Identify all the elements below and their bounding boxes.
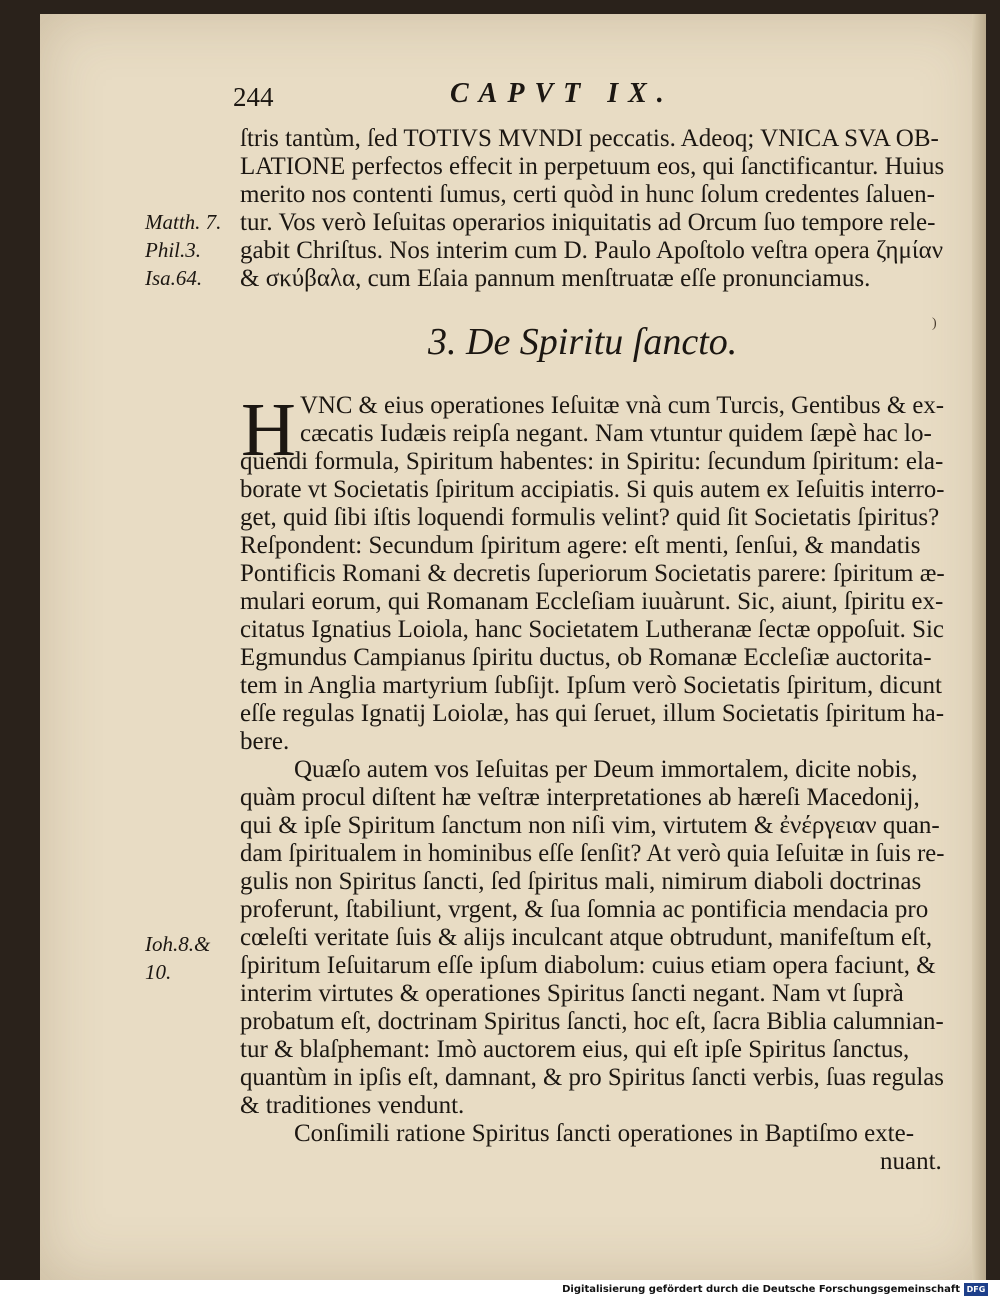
margin-mark: ) [932, 316, 937, 331]
text-line: & σκύβαλα, cum Eſaia pannum menſtruatæ eſſe pronunciamus. [240, 265, 871, 292]
text-line: eſſe regulas Ignatij Loiolæ, has qui ſeruet, illum Societatis ſpiritum ha- [240, 700, 945, 727]
text-line: Reſpondent: Secundum ſpiritum agere: eſt menti, ſenſui, & mandatis [240, 532, 921, 559]
text-line: borate vt Societatis ſpiritum accipiatis. Si quis autem ex Ieſuitis interro- [240, 476, 945, 503]
text-line: merito nos contenti ſumus, certi quòd in hunc ſolum credentes ſaluen- [240, 181, 935, 208]
text-line: quantùm in ipſis eſt, damnant, & pro Spiritus ſancti verbis, ſuas regulas [240, 1064, 944, 1091]
text-line: LATIONE perfectos effecit in perpetuum eos, qui ſanctificantur. Huius [240, 153, 945, 180]
text-line: VNC & eius operationes Ieſuitæ vnà cum Turcis, Gentibus & ex- [300, 392, 945, 419]
dfg-logo: DFG [964, 1283, 988, 1296]
text-line: cœleſti veritate ſuis & alijs inculcant atque obtrudunt, manifeſtum eſt, [240, 924, 933, 951]
text-line: qui & ipſe Spiritum ſanctum non niſi vim, virtutem & ἐνέργειαν quan- [240, 812, 940, 839]
text-line: cæcatis Iudæis reipſa negant. Nam vtuntur quidem ſæpè hac lo- [300, 420, 932, 447]
page-number: 244 [233, 82, 274, 112]
text-line: citatus Ignatius Loiola, hanc Societatem Lutheranæ ſectæ oppoſuit. Sic [240, 616, 944, 643]
text-line: quàm procul diſtent hæ veſtræ interpretationes ab hæreſi Macedonij, [240, 784, 920, 811]
text-line: tur & blaſphemant: Imò auctorem eius, qui eſt ipſe Spiritus ſanctus, [240, 1036, 910, 1063]
margin-note: 10. [145, 960, 172, 984]
text-line: gabit Chriſtus. Nos interim cum D. Paulo Apoſtolo veſtra opera ζημίαν [240, 237, 944, 264]
text-line: get, quid ſibi iſtis loquendi formulis velint? quid ſit Societatis ſpiritus? [240, 504, 940, 531]
section-title: 3. De Spiritu ſancto. [428, 321, 738, 363]
text-line: gulis non Spiritus ſancti, ſed ſpiritus mali, nimirum diaboli doctrinas [240, 868, 922, 895]
text-line: mulari eorum, qui Romanam Eccleſiam iuuàrunt. Sic, aiunt, ſpiritu ex- [240, 588, 944, 615]
text-line: quendi formula, Spiritum habentes: in Spiritu: ſecundum ſpiritum: ela- [240, 448, 944, 475]
margin-note: Isa.64. [145, 266, 203, 290]
page-edge [972, 14, 986, 1280]
text-line: bere. [240, 728, 290, 755]
text-line: ſpiritum Ieſuitarum eſſe ipſum diabolum: cuius etiam opera faciunt, & [240, 952, 936, 979]
margin-note: Matth. 7. [145, 210, 222, 234]
text-line: tem in Anglia martyrium ſubſijt. Ipſum verò Societatis ſpiritum, dicunt [240, 672, 942, 699]
text-line: & traditiones vendunt. [240, 1092, 465, 1119]
margin-note: Ioh.8.& [145, 932, 211, 956]
text-line: Conſimili ratione Spiritus ſancti operationes in Baptiſmo exte- [294, 1120, 915, 1147]
text-line: tur. Vos verò Ieſuitas operarios iniquitatis ad Orcum ſuo tempore rele- [240, 209, 936, 236]
margin-note: Phil.3. [145, 238, 201, 262]
text-line: probatum eſt, doctrinam Spiritus ſancti, hoc eſt, ſacra Biblia calumnian- [240, 1008, 944, 1035]
text-line: interim virtutes & operationes Spiritus ſancti negant. Nam vt ſuprà [240, 980, 904, 1007]
footer-credit: Digitalisierung gefördert durch die Deutsche Forschungsgemeinschaft [562, 1284, 960, 1295]
text-line: proferunt, ſtabiliunt, vrgent, & ſua ſomnia ac pontificia mendacia pro [240, 896, 929, 923]
text-line: Quæſo autem vos Ieſuitas per Deum immortalem, dicite nobis, [294, 756, 918, 783]
text-line: ſtris tantùm, ſed TOTIVS MVNDI peccatis. Adeoq; VNICA SVA OB- [240, 125, 939, 152]
text-line: Pontificis Romani & decretis ſuperiorum Societatis parere: ſpiritum æ- [240, 560, 945, 587]
text-line: dam ſpiritualem in hominibus eſſe ſenſit? At verò quia Ieſuitæ in ſuis re- [240, 840, 945, 867]
drop-cap: H [241, 388, 296, 472]
text-line: nuant. [880, 1148, 942, 1175]
running-head: CAPVT IX. [450, 78, 674, 109]
text-line: Egmundus Campianus ſpiritu ductus, ob Romanæ Eccleſiæ auctorita- [240, 644, 932, 671]
